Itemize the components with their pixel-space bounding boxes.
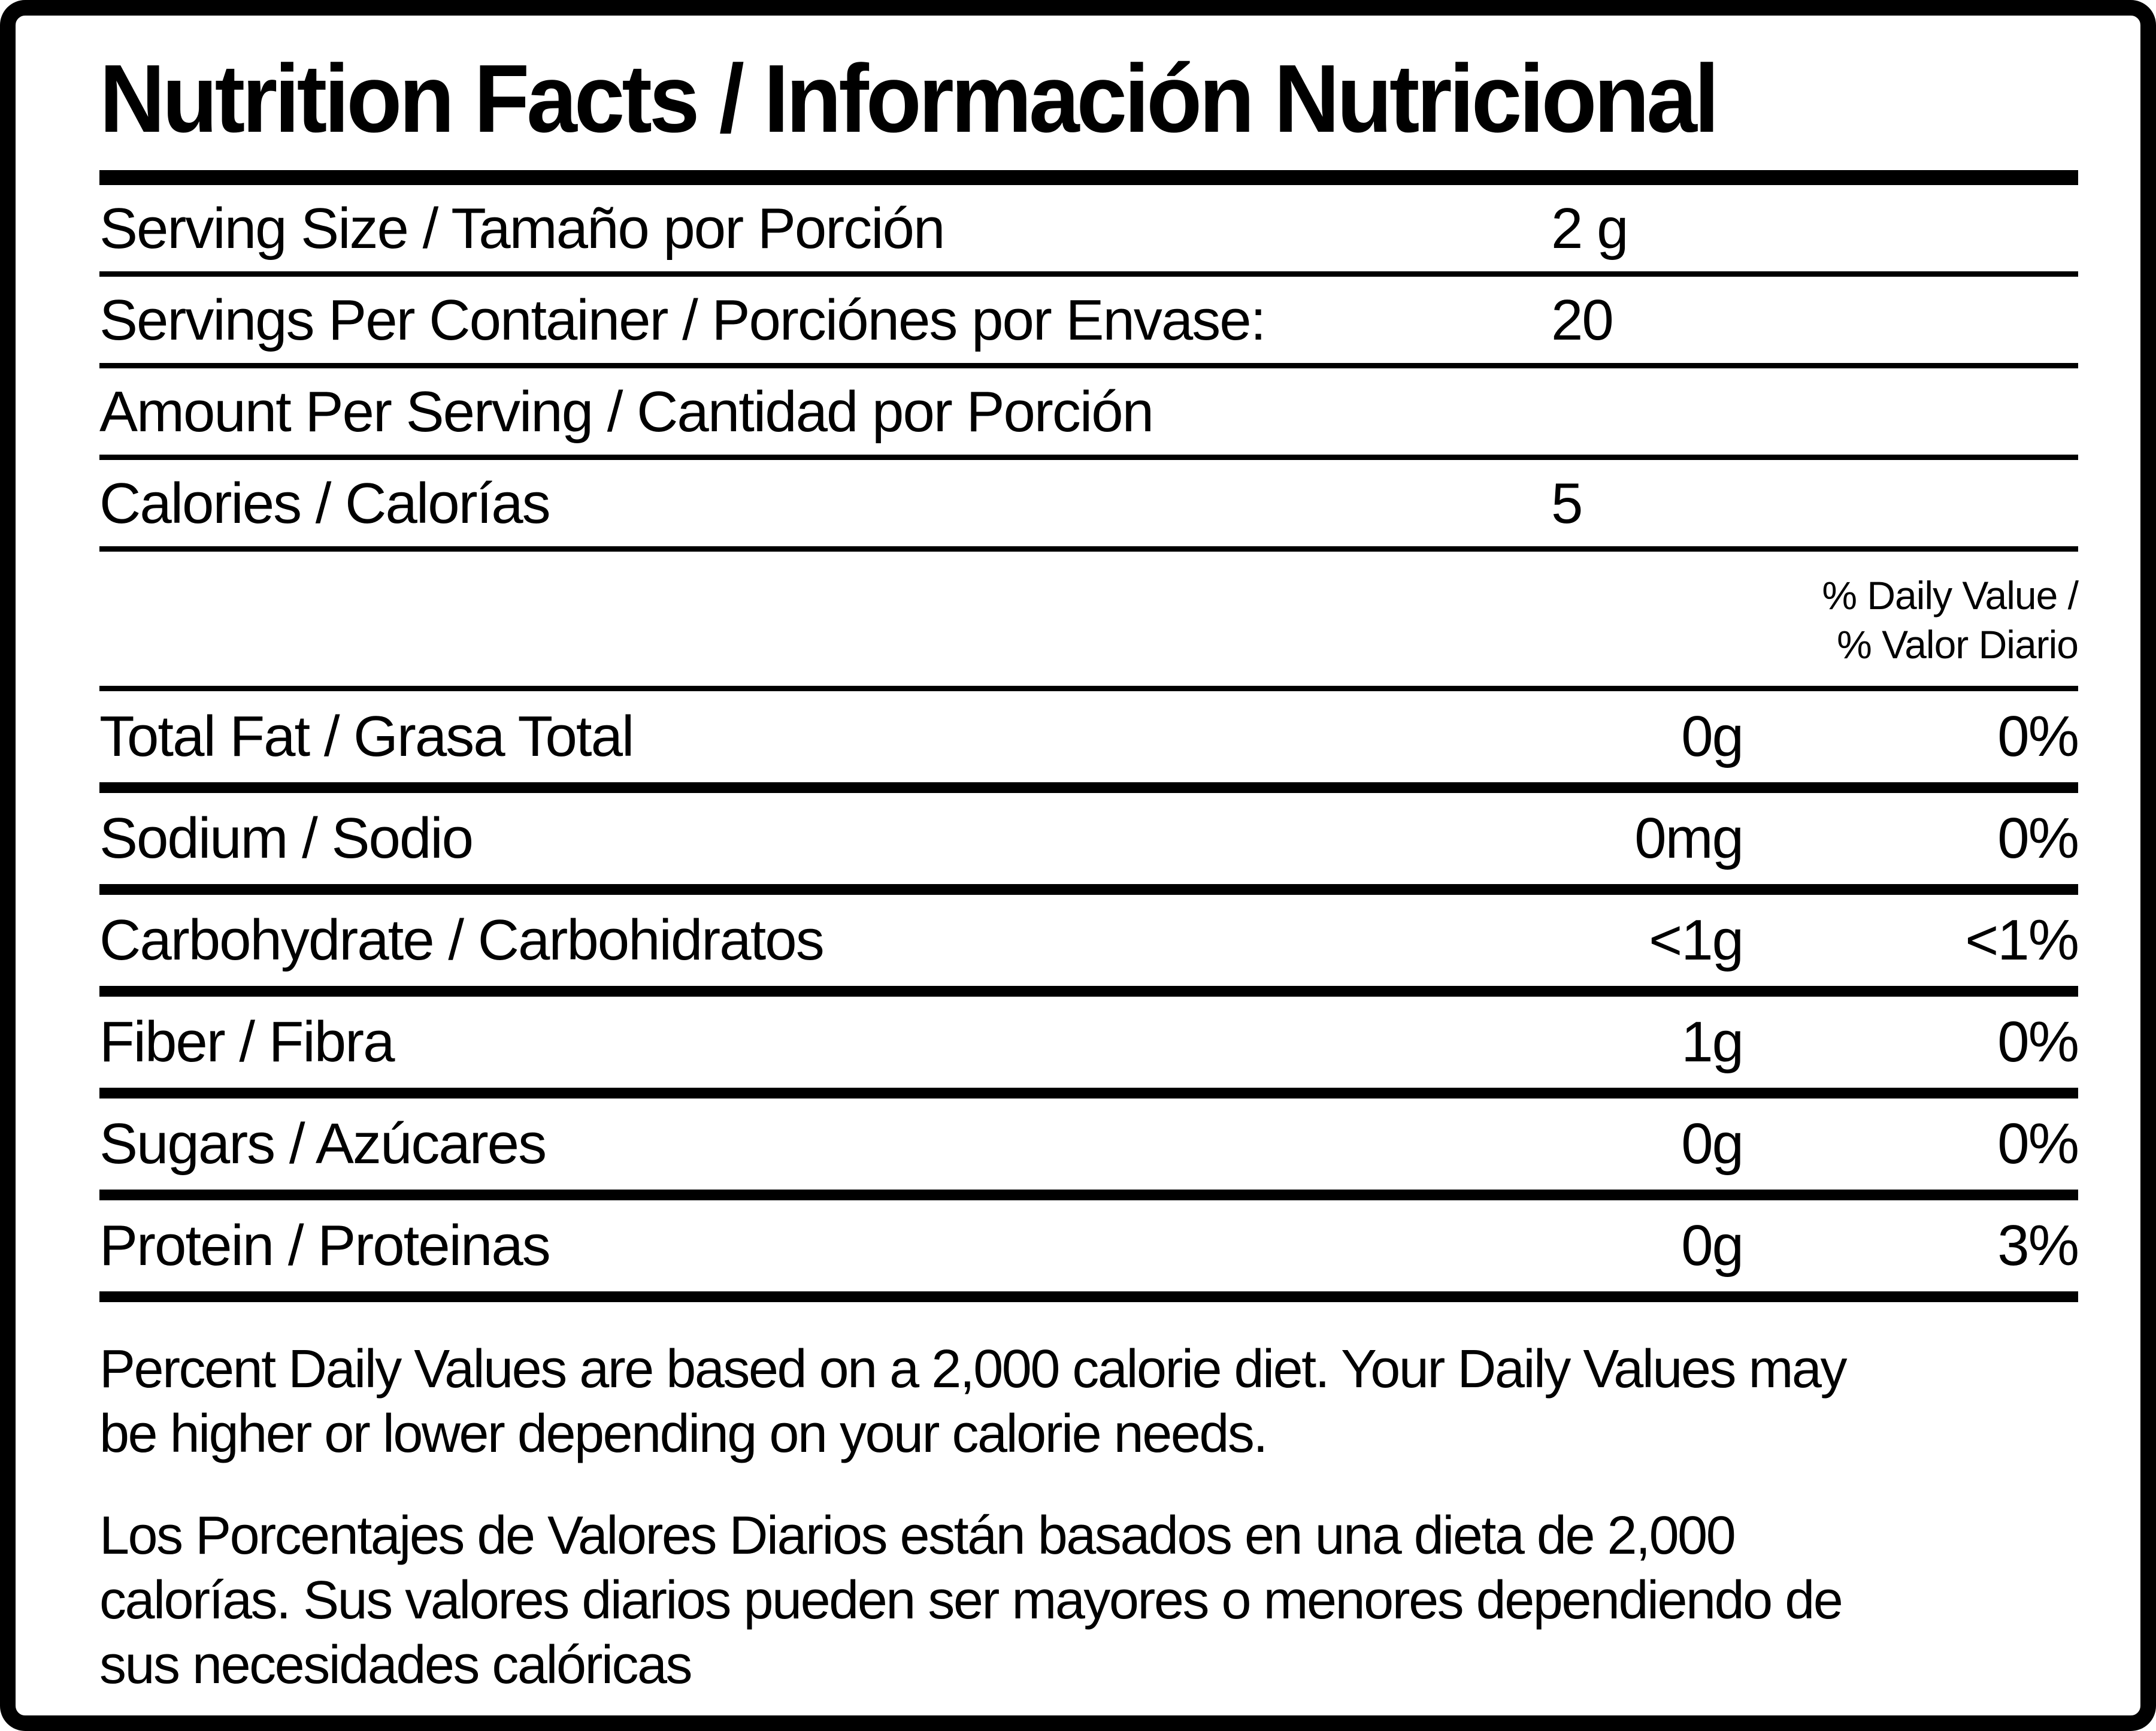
total-fat-dv: 0% <box>1997 704 2078 768</box>
calories-row <box>99 460 2078 552</box>
footnote-spanish-line3: sus necesidades calóricas <box>99 1635 692 1695</box>
total-fat-amount: 0g <box>1681 704 1743 768</box>
protein-label: Protein / Proteinas <box>99 1213 550 1278</box>
sugars-amount: 0g <box>1681 1112 1743 1176</box>
protein-amount: 0g <box>1681 1213 1743 1278</box>
carbohydrate-label: Carbohydrate / Carbohidratos <box>99 908 823 972</box>
footnote-spanish-line1: Los Porcentajes de Valores Diarios están basados en una dieta de 2,000 <box>99 1506 1735 1566</box>
sodium-dv: 0% <box>1997 806 2078 870</box>
total-fat-label: Total Fat / Grasa Total <box>99 704 634 768</box>
daily-value-separator-line <box>99 686 2078 691</box>
serving-size-label: Serving Size / Tamaño por Porción <box>99 196 944 261</box>
footnote-english-line2: be higher or lower depending on your calorie needs. <box>99 1404 1267 1464</box>
footnote-spanish-line2: calorías. Sus valores diarios pueden ser mayores o menores dependiendo de <box>99 1570 1842 1630</box>
sodium-amount: 0mg <box>1634 806 1743 870</box>
sugars-label: Sugars / Azúcares <box>99 1112 546 1176</box>
daily-value-header <box>99 571 2078 669</box>
carbohydrate-amount: <1g <box>1649 908 1743 972</box>
footnote-spanish <box>99 1503 2078 1697</box>
amount-per-serving-row <box>99 368 2078 460</box>
servings-per-container-label: Servings Per Container / Porciónes por Envase: <box>99 288 1265 352</box>
daily-value-header-line1: % Daily Value / <box>1822 573 2078 618</box>
serving-size-row <box>99 185 2078 277</box>
sodium-label: Sodium / Sodio <box>99 806 473 870</box>
calories-label: Calories / Calorías <box>99 471 550 535</box>
label-title: Nutrition Facts / Información Nutricional <box>99 44 1717 153</box>
sugars-row <box>99 1098 2078 1200</box>
carbohydrate-row <box>99 895 2078 997</box>
fiber-row <box>99 997 2078 1098</box>
servings-per-container-value: 20 <box>1551 288 1613 352</box>
calories-value: 5 <box>1551 471 1582 535</box>
fiber-label: Fiber / Fibra <box>99 1010 394 1074</box>
footnote-english-line1: Percent Daily Values are based on a 2,000 calorie diet. Your Daily Values may <box>99 1339 1846 1399</box>
fiber-amount: 1g <box>1681 1010 1743 1074</box>
carbohydrate-dv: <1% <box>1965 908 2078 972</box>
footnote-english <box>99 1337 2078 1466</box>
servings-per-container-row <box>99 277 2078 368</box>
total-fat-row <box>99 691 2078 793</box>
sugars-dv: 0% <box>1997 1112 2078 1176</box>
title-separator-bar <box>99 170 2078 185</box>
fiber-dv: 0% <box>1997 1010 2078 1074</box>
serving-size-value: 2 g <box>1551 196 1628 261</box>
protein-row <box>99 1200 2078 1302</box>
sodium-row <box>99 793 2078 895</box>
protein-dv: 3% <box>1997 1213 2078 1278</box>
daily-value-header-line2: % Valor Diario <box>1837 622 2078 667</box>
amount-per-serving-label: Amount Per Serving / Cantidad por Porción <box>99 379 1153 444</box>
